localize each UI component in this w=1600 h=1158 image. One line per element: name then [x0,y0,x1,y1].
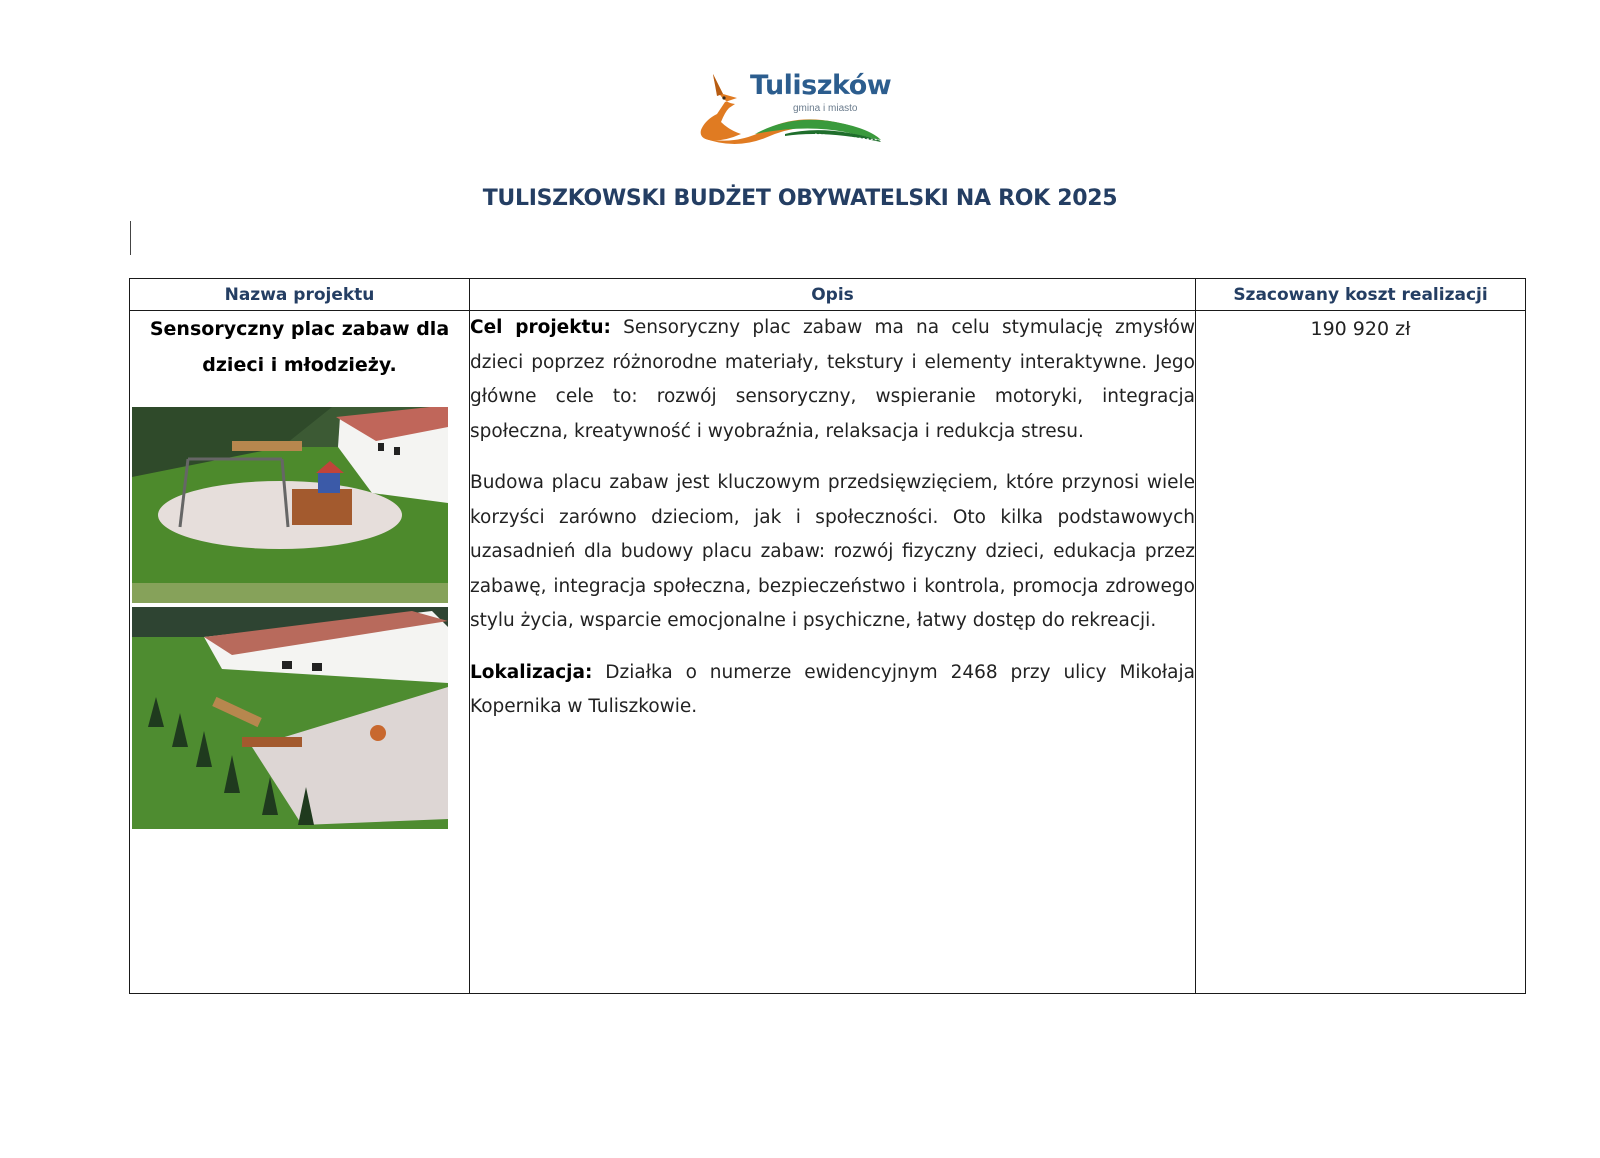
table-header-row [130,279,1526,311]
goal-label: Cel projektu: [470,317,611,338]
project-description-cell [470,311,1196,994]
project-name-cell [130,311,470,994]
document-title: TULISZKOWSKI BUDŻET OBYWATELSKI NA ROK 2025 [482,186,1118,211]
header-description: Opis [470,279,1196,311]
municipality-logo [695,68,905,150]
project-description [470,311,1195,725]
project-name: Sensoryczny plac zabaw dla dzieci i młodzieży. [149,318,450,376]
justification-paragraph: Budowa placu zabaw jest kluczowym przedsięwzięciem, które przynosi wiele korzyści zarówno dzieciom, jak i społeczności. Oto kilka podstawowych uzasadnień dla budowy placu zabaw: rozwój fizyczny dzieci, edukacja przez zabawę, integracja społeczna, bezpieczeństwo i kontrola, promocja zdrowego stylu życia, wsparcie emocjonalne i psychiczne, łatwy dostęp do rekreacji. [470,472,1195,631]
table-row [130,311,1526,994]
location-paragraph [470,656,1195,725]
project-cost-cell [1196,311,1526,994]
location-text: Działka o numerze ewidencyjnym 2468 przy ulicy Mikołaja Kopernika w Tuliszkowie. [470,661,1195,717]
estimated-cost: 190 920 zł [1310,318,1411,340]
logo-subtitle: gmina i miasto [793,103,858,114]
project-table [129,278,1526,994]
header-cost: Szacowany koszt realizacji [1196,279,1526,311]
playground-visualization-image [132,407,448,829]
goal-paragraph [470,311,1195,449]
logo-title: Tuliszków [750,70,892,101]
location-label: Lokalizacja: [470,661,593,683]
goal-text: Sensoryczny plac zabaw ma na celu stymulację zmysłów dzieci poprzez różnorodne materiały, tekstury i elementy interaktywne. Jego główne cele to: rozwój sensoryczny, wspieranie motoryki, integracja społeczna, kreatywność i wyobraźnia, relaksacja i redukcja stresu. [470,317,1196,442]
text-cursor[interactable] [130,221,131,255]
playground-render-top [132,407,448,603]
playground-render-bottom [132,607,448,829]
header-project-name: Nazwa projektu [130,279,470,311]
